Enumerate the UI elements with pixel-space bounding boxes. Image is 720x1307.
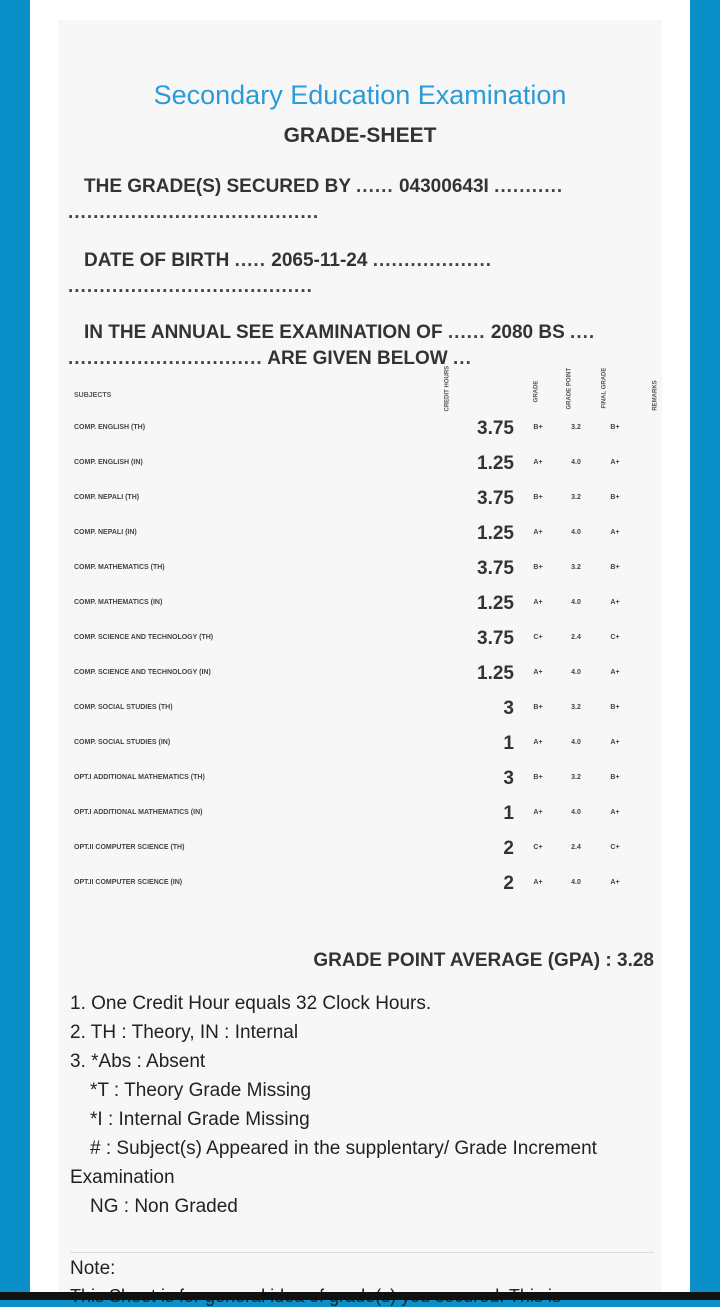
grade-point-cell: 3.2 bbox=[571, 704, 581, 711]
dots-line: ....................................... bbox=[68, 276, 313, 297]
subject-cell: COMP. NEPALI (TH) bbox=[74, 494, 140, 501]
grade-cell: C+ bbox=[533, 634, 543, 641]
system-nav-bar bbox=[0, 1292, 720, 1300]
grade-point-cell: 4.0 bbox=[571, 809, 581, 816]
credit-hours-cell: 1 bbox=[503, 803, 514, 824]
credit-hours-cell: 3.75 bbox=[477, 418, 514, 439]
grade-cell: B+ bbox=[533, 564, 543, 571]
final-grade-cell: B+ bbox=[610, 774, 620, 781]
grade-cell: B+ bbox=[533, 494, 543, 501]
dots: ................... bbox=[372, 250, 493, 271]
table-row bbox=[58, 663, 662, 683]
grade-header: GRADE bbox=[533, 380, 540, 403]
final-grade-cell: B+ bbox=[610, 564, 620, 571]
subject-cell: OPT.II COMPUTER SCIENCE (TH) bbox=[74, 844, 185, 851]
grade-point-cell: 4.0 bbox=[571, 459, 581, 466]
dob-line bbox=[84, 250, 492, 272]
grade-point-cell: 2.4 bbox=[571, 844, 581, 851]
grade-cell: A+ bbox=[533, 529, 543, 536]
grade-point-cell: 3.2 bbox=[571, 494, 581, 501]
table-row bbox=[58, 593, 662, 613]
table-row bbox=[58, 698, 662, 718]
credit-hours-cell: 1.25 bbox=[477, 523, 514, 544]
grade-cell: B+ bbox=[533, 424, 543, 431]
grade-point-cell: 4.0 bbox=[571, 669, 581, 676]
grade-sheet-card bbox=[58, 20, 662, 1292]
grade-cell: A+ bbox=[533, 879, 543, 886]
final-grade-cell: A+ bbox=[610, 809, 620, 816]
table-row bbox=[58, 803, 662, 823]
credit-hours-cell: 3.75 bbox=[477, 488, 514, 509]
grade-cell: B+ bbox=[533, 774, 543, 781]
subject-cell: OPT.I ADDITIONAL MATHEMATICS (IN) bbox=[74, 809, 203, 816]
dots: ..... bbox=[234, 250, 266, 271]
table-row bbox=[58, 873, 662, 893]
final-grade-cell: A+ bbox=[610, 529, 620, 536]
subject-cell: COMP. MATHEMATICS (TH) bbox=[74, 564, 165, 571]
dots: ............................... bbox=[68, 348, 263, 369]
subject-cell: COMP. SCIENCE AND TECHNOLOGY (IN) bbox=[74, 669, 211, 676]
table-row bbox=[58, 838, 662, 858]
subject-cell: COMP. SCIENCE AND TECHNOLOGY (TH) bbox=[74, 634, 214, 641]
final-grade-cell: A+ bbox=[610, 459, 620, 466]
note-3: 3. *Abs : Absent bbox=[70, 1051, 206, 1072]
table-row bbox=[58, 418, 662, 438]
grade-cell: A+ bbox=[533, 459, 543, 466]
credit-hours-cell: 3.75 bbox=[477, 628, 514, 649]
grade-sheet-heading: GRADE-SHEET bbox=[283, 124, 437, 147]
dots-line: ........................................ bbox=[68, 202, 320, 223]
remarks-header: REMARKS bbox=[652, 380, 659, 411]
final-grade-header: FINAL GRADE bbox=[601, 367, 608, 409]
subject-cell: COMP. SOCIAL STUDIES (TH) bbox=[74, 704, 173, 711]
final-grade-cell: C+ bbox=[610, 844, 620, 851]
table-row bbox=[58, 488, 662, 508]
exam-line-2 bbox=[68, 348, 472, 370]
dots: ........... bbox=[494, 176, 564, 197]
credit-hours-cell: 1.25 bbox=[477, 663, 514, 684]
credit-hours-header: CREDIT HOURS bbox=[444, 365, 451, 412]
grade-cell: A+ bbox=[533, 599, 543, 606]
note-internal-missing: *I : Internal Grade Missing bbox=[90, 1109, 310, 1130]
exam-label: IN THE ANNUAL SEE EXAMINATION OF bbox=[84, 322, 443, 343]
divider bbox=[70, 1252, 654, 1253]
dob-label: DATE OF BIRTH bbox=[84, 250, 230, 271]
note-supplementary: # : Subject(s) Appeared in the supplentary/ Grade Increment bbox=[90, 1138, 597, 1159]
grade-point-cell: 4.0 bbox=[571, 529, 581, 536]
subject-cell: COMP. ENGLISH (IN) bbox=[74, 459, 143, 466]
table-row bbox=[58, 768, 662, 788]
subject-cell: COMP. NEPALI (IN) bbox=[74, 529, 137, 536]
exam-title: Secondary Education Examination bbox=[153, 80, 567, 110]
table-row bbox=[58, 733, 662, 753]
table-row bbox=[58, 523, 662, 543]
final-grade-cell: A+ bbox=[610, 879, 620, 886]
final-grade-cell: B+ bbox=[610, 424, 620, 431]
dots: ... bbox=[453, 348, 472, 369]
subject-cell: COMP. ENGLISH (TH) bbox=[74, 424, 146, 431]
exam-line bbox=[84, 322, 595, 344]
credit-hours-cell: 1.25 bbox=[477, 593, 514, 614]
page bbox=[30, 0, 690, 1292]
grade-point-cell: 4.0 bbox=[571, 879, 581, 886]
grade-point-header: GRADE POINT bbox=[566, 367, 573, 410]
grade-cell: A+ bbox=[533, 809, 543, 816]
note-theory-missing: *T : Theory Grade Missing bbox=[90, 1080, 312, 1101]
note-1: 1. One Credit Hour equals 32 Clock Hours. bbox=[70, 993, 432, 1014]
dots: .... bbox=[570, 322, 596, 343]
subject-cell: COMP. MATHEMATICS (IN) bbox=[74, 599, 163, 606]
dob-value: 2065-11-24 bbox=[271, 250, 368, 271]
note-2: 2. TH : Theory, IN : Internal bbox=[70, 1022, 299, 1043]
gpa-summary: GRADE POINT AVERAGE (GPA) : 3.28 bbox=[313, 950, 654, 971]
credit-hours-cell: 2 bbox=[503, 873, 514, 894]
dots: ...... bbox=[447, 322, 486, 343]
table-row bbox=[58, 453, 662, 473]
subject-cell: COMP. SOCIAL STUDIES (IN) bbox=[74, 739, 171, 746]
credit-hours-cell: 1.25 bbox=[477, 453, 514, 474]
final-grade-cell: B+ bbox=[610, 704, 620, 711]
subject-cell: OPT.I ADDITIONAL MATHEMATICS (TH) bbox=[74, 774, 205, 781]
grade-point-cell: 3.2 bbox=[571, 564, 581, 571]
secured-by-line bbox=[84, 176, 563, 198]
grade-cell: A+ bbox=[533, 669, 543, 676]
secured-by-label: THE GRADE(S) SECURED BY bbox=[84, 176, 351, 197]
final-grade-cell: A+ bbox=[610, 669, 620, 676]
grade-cell: C+ bbox=[533, 844, 543, 851]
table-row bbox=[58, 628, 662, 648]
credit-hours-cell: 1 bbox=[503, 733, 514, 754]
credit-hours-cell: 3 bbox=[503, 698, 514, 719]
symbol-number: 04300643I bbox=[398, 176, 489, 197]
note-label: Note: bbox=[70, 1258, 116, 1279]
grade-point-cell: 2.4 bbox=[571, 634, 581, 641]
grade-point-cell: 3.2 bbox=[571, 424, 581, 431]
table-row bbox=[58, 558, 662, 578]
grade-point-cell: 4.0 bbox=[571, 599, 581, 606]
credit-hours-cell: 2 bbox=[503, 838, 514, 859]
grade-point-cell: 3.2 bbox=[571, 774, 581, 781]
subjects-header: SUBJECTS bbox=[74, 392, 112, 399]
subject-cell: OPT.II COMPUTER SCIENCE (IN) bbox=[74, 879, 183, 886]
final-grade-cell: C+ bbox=[610, 634, 620, 641]
exam-year: 2080 BS bbox=[490, 322, 565, 343]
note-non-graded: NG : Non Graded bbox=[90, 1196, 238, 1217]
credit-hours-cell: 3 bbox=[503, 768, 514, 789]
dots: ...... bbox=[356, 176, 394, 197]
given-below-label: ARE GIVEN BELOW bbox=[267, 348, 448, 369]
credit-hours-cell: 3.75 bbox=[477, 558, 514, 579]
grade-cell: A+ bbox=[533, 739, 543, 746]
final-grade-cell: B+ bbox=[610, 494, 620, 501]
grade-cell: B+ bbox=[533, 704, 543, 711]
grade-point-cell: 4.0 bbox=[571, 739, 581, 746]
final-grade-cell: A+ bbox=[610, 599, 620, 606]
final-grade-cell: A+ bbox=[610, 739, 620, 746]
note-supplementary-cont: Examination bbox=[70, 1167, 175, 1188]
